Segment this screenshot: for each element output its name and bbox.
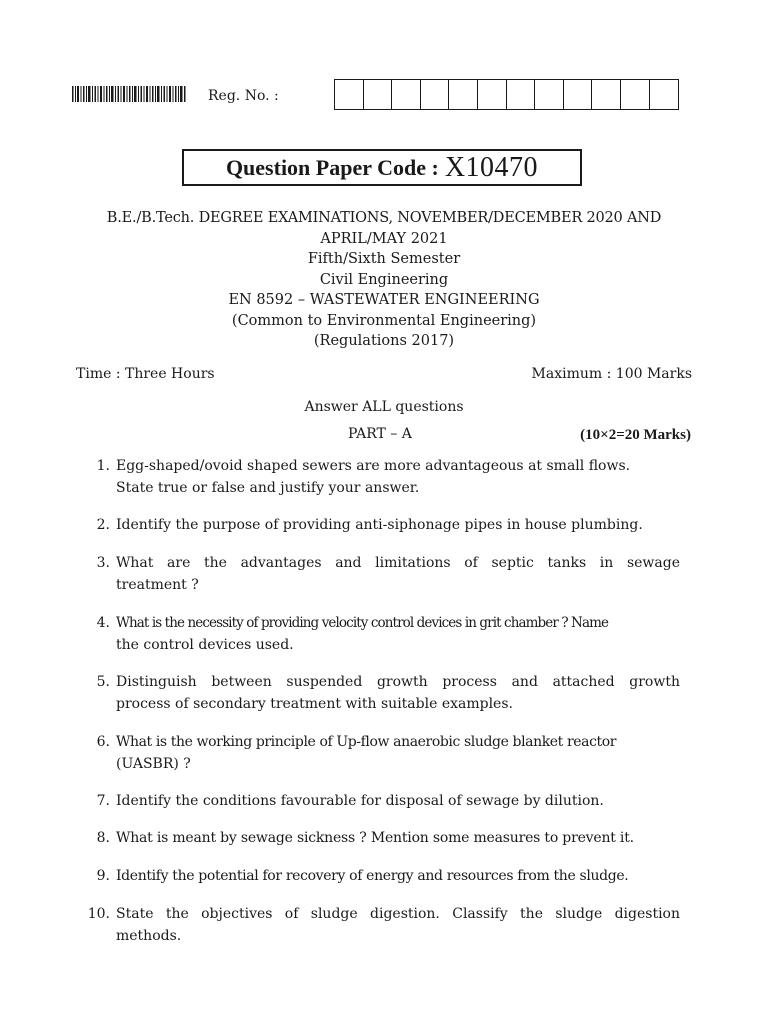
question-item xyxy=(86,552,680,596)
question-text xyxy=(116,903,680,947)
exam-branch: Civil Engineering xyxy=(319,271,449,288)
question-item xyxy=(86,455,680,499)
question-text xyxy=(116,865,680,887)
exam-common: (Common to Environmental Engineering) xyxy=(231,312,537,329)
question-line: What is the working principle of Up-flow anaerobic sludge blanket reactor xyxy=(116,734,617,750)
question-number: 2. xyxy=(96,517,110,533)
reg-no-digit-box[interactable] xyxy=(650,80,679,109)
reg-no-digit-box[interactable] xyxy=(592,80,621,109)
question-paper-code-box xyxy=(182,149,582,186)
time-duration: Time : Three Hours xyxy=(76,366,215,382)
question-paper-code-label: Question Paper Code : xyxy=(225,154,439,180)
question-item xyxy=(86,865,680,887)
reg-no-digit-box[interactable] xyxy=(564,80,593,109)
reg-no-digit-box[interactable] xyxy=(421,80,450,109)
exam-title-line1: B.E./B.Tech. DEGREE EXAMINATIONS, NOVEMBER/DECEMBER 2020 AND xyxy=(106,210,662,226)
question-number: 9. xyxy=(96,868,110,884)
question-item xyxy=(86,612,680,656)
reg-no-digit-box[interactable] xyxy=(621,80,650,109)
question-line: Identify the conditions favourable for disposal of sewage by dilution. xyxy=(116,793,604,809)
question-paper-code-value: X10470 xyxy=(444,151,539,183)
question-line: Distinguish between suspended growth process and attached growth xyxy=(116,674,680,690)
exam-title-line2: APRIL/MAY 2021 xyxy=(320,230,448,247)
question-number: 10. xyxy=(87,906,110,922)
exam-course: EN 8592 – WASTEWATER ENGINEERING xyxy=(228,292,540,308)
question-number: 1. xyxy=(96,458,110,474)
question-item xyxy=(86,790,680,812)
question-text xyxy=(116,514,680,536)
question-line: State the objectives of sludge digestion. Classify the sludge digestion xyxy=(116,906,680,922)
question-number: 3. xyxy=(96,555,110,571)
question-number: 6. xyxy=(96,734,110,750)
question-number: 4. xyxy=(96,615,110,631)
question-line: What is the necessity of providing velocity control devices in grit chamber ? Name xyxy=(116,615,609,631)
question-line: methods. xyxy=(116,928,182,944)
reg-no-digit-box[interactable] xyxy=(449,80,478,109)
maximum-marks: Maximum : 100 Marks xyxy=(531,366,692,382)
question-text xyxy=(116,790,680,812)
instruction-text: Answer ALL questions xyxy=(304,399,464,415)
question-line: Identify the potential for recovery of energy and resources from the sludge. xyxy=(116,868,629,884)
question-text xyxy=(116,731,680,775)
question-line: Identify the purpose of providing anti-siphonage pipes in house plumbing. xyxy=(116,517,643,533)
reg-no-label: Reg. No. : xyxy=(208,88,279,104)
reg-no-digit-box[interactable] xyxy=(335,80,364,109)
question-line: What is meant by sewage sickness ? Mention some measures to prevent it. xyxy=(116,830,634,846)
question-line: the control devices used. xyxy=(116,637,294,653)
question-text xyxy=(116,671,680,715)
question-line: What are the advantages and limitations of septic tanks in sewage xyxy=(116,555,680,571)
exam-semester: Fifth/Sixth Semester xyxy=(307,251,461,267)
reg-no-digit-box[interactable] xyxy=(535,80,564,109)
question-item xyxy=(86,731,680,775)
question-line: process of secondary treatment with suitable examples. xyxy=(116,696,513,712)
part-label: PART – A xyxy=(348,426,412,442)
question-item xyxy=(86,903,680,947)
question-text xyxy=(116,552,680,596)
question-line: (UASBR) ? xyxy=(116,756,191,772)
question-text xyxy=(116,455,680,499)
barcode-icon xyxy=(72,86,186,102)
question-item xyxy=(86,514,680,536)
question-line: Egg-shaped/ovoid shaped sewers are more advantageous at small flows. xyxy=(116,458,631,474)
question-text xyxy=(116,612,680,656)
reg-no-digit-box[interactable] xyxy=(392,80,421,109)
question-number: 8. xyxy=(96,830,110,846)
exam-regulations: (Regulations 2017) xyxy=(313,333,455,349)
reg-no-digit-box[interactable] xyxy=(507,80,536,109)
reg-no-boxes[interactable] xyxy=(334,79,679,110)
reg-no-digit-box[interactable] xyxy=(364,80,393,109)
exam-details xyxy=(70,208,698,352)
part-marks: (10×2=20 Marks) xyxy=(580,427,691,443)
reg-no-digit-box[interactable] xyxy=(478,80,507,109)
question-text xyxy=(116,827,680,849)
question-number: 7. xyxy=(96,793,110,809)
question-number: 5. xyxy=(96,674,110,690)
question-item xyxy=(86,827,680,849)
question-item xyxy=(86,671,680,715)
question-line: State true or false and justify your answer. xyxy=(116,480,420,496)
question-line: treatment ? xyxy=(116,577,199,593)
